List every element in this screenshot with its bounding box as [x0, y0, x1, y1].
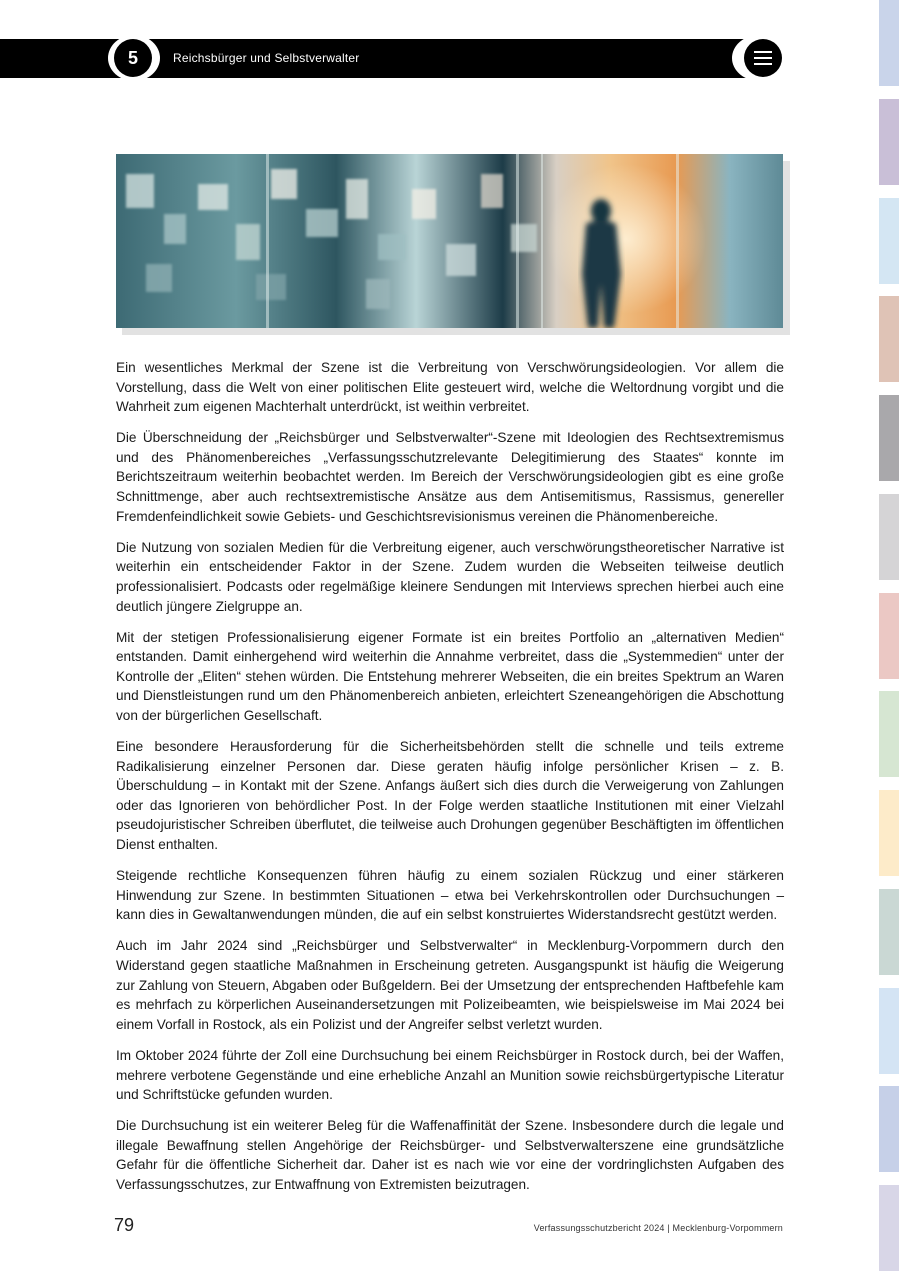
paragraph: Die Überschneidung der „Reichsbürger und Selbstverwalter“-Szene mit Ideologien des Rechtsextremismus und des Phänomenbereiches „Verfassungsschutzrelevante Delegitimierung des Staates“ konnte im Berichtszeitraum weiterhin beobachtet werden. Im Bereich der Verschwörungsideologien gibt es eine große Schnittmenge, aber auch rechtsextremistische Ansätze aus dem Antisemitismus, Rassismus, genereller Fremdenfeindlichkeit sowie Gebiets- und Geschichtsrevisionismus vereinen die Phänomenbereiche.	[116, 430, 784, 524]
side-tab-8[interactable]	[879, 691, 899, 777]
side-tab-2[interactable]	[879, 99, 899, 185]
side-tab-4[interactable]	[879, 296, 899, 382]
paragraph: Mit der stetigen Professionalisierung eigener Formate ist ein breites Portfolio an „alternativen Medien“ entstanden. Damit einhergehend wird weiterhin die Annahme verbreitet, dass die „Systemmedien“ unter der Kontrolle der „Eliten“ stehen würden. Die Entstehung mehrerer Webseiten, die ein breites Spektrum an Waren und Dienstleistungen rund um den Phänomenbereich anbieten, erleichtert Szeneangehörigen die Abschottung von der bürgerlichen Gesellschaft.	[116, 629, 784, 723]
footer-report-title: Verfassungsschutzbericht 2024 | Mecklenburg-Vorpommern	[533, 1223, 783, 1233]
paragraph: Im Oktober 2024 führte der Zoll eine Durchsuchung bei einem Reichsbürger in Rostock durch, bei der Waffen, mehrere verbotene Gegenstände und eine erhebliche Anzahl an Munition sowie reichsbürgertypische Literatur und Schriftstücke gefunden wurden.	[116, 1047, 784, 1103]
side-tab-13[interactable]	[879, 1185, 899, 1271]
paragraph: Ein wesentliches Merkmal der Szene ist die Verbreitung von Verschwörungsideologien. Vor allem die Vorstellung, dass die Welt von einer politischen Elite gesteuert wird, welche die Weltordnung vorgibt und die Wahrheit zum eigenen Machterhalt unterdrückt, ist weithin verbreitet.	[116, 360, 784, 415]
body-text	[116, 358, 784, 1206]
side-tab-12[interactable]	[879, 1086, 899, 1172]
menu-button[interactable]	[732, 35, 786, 81]
menu-icon	[744, 39, 782, 77]
paragraph: Auch im Jahr 2024 sind „Reichsbürger und Selbstverwalter“ in Mecklenburg-Vorpommern durch den Widerstand gegen staatliche Maßnahmen in Erscheinung getreten. Ausgangspunkt ist häufig die Weigerung zur Zahlung von Steuern, Abgaben oder Bußgeldern. Bei der Umsetzung der entsprechenden Haftbefehle kam es mehrfach zu körperlichen Auseinandersetzungen mit Polizeibeamten, wie beispielsweise im Mai 2024 bei einem Vorfall in Rostock, als ein Polizist und der Angreifer selbst verletzt wurden.	[116, 938, 784, 1032]
side-tab-6[interactable]	[879, 494, 899, 580]
side-tab-3[interactable]	[879, 198, 899, 284]
chapter-number-badge	[108, 35, 160, 81]
side-tab-9[interactable]	[879, 790, 899, 876]
chapter-title: Reichsbürger und Selbstverwalter	[173, 51, 360, 65]
side-tab-7[interactable]	[879, 593, 899, 679]
hero-image	[116, 154, 783, 328]
chapter-number: 5	[114, 39, 152, 77]
side-tab-10[interactable]	[879, 889, 899, 975]
paragraph: Die Nutzung von sozialen Medien für die Verbreitung eigener, auch verschwörungstheoretischer Narrative ist weiterhin ein entscheidender Faktor in der Szene. Zudem wurden die Webseiten teilweise deutlich professionalisiert. Podcasts oder regelmäßige kleinere Sendungen mit Interviews sprechen hierbei auch eine deutlich jüngere Zielgruppe an.	[116, 539, 784, 614]
paragraph: Eine besondere Herausforderung für die Sicherheitsbehörden stellt die schnelle und teils extreme Radikalisierung einzelner Personen dar. Diese geraten häufig infolge persönlicher Krisen – z. B. Überschuldung – in Kontakt mit der Szene. Anfangs äußert sich dies durch die Verweigerung von Zahlungen oder das Ignorieren von behördlicher Post. In der Folge werden staatliche Institutionen mit einer Vielzahl pseudojuristischer Schreiben überflutet, die teilweise auch Drohungen gegenüber Beschäftigten im öffentlichen Dienst enthalten.	[116, 739, 784, 853]
side-tab-1[interactable]	[879, 0, 899, 86]
page-number: 79	[114, 1215, 135, 1235]
side-tab-11[interactable]	[879, 988, 899, 1074]
paragraph: Steigende rechtliche Konsequenzen führen häufig zu einem sozialen Rückzug und einer stärkeren Hinwendung zur Szene. In bestimmten Situationen – etwa bei Verkehrskontrollen oder Durchsuchungen – kann dies in Gewaltanwendungen münden, die auf ein selbst konstruiertes Widerstandsrecht gestützt werden.	[116, 868, 784, 923]
side-tab-5[interactable]	[879, 395, 899, 481]
paragraph: Die Durchsuchung ist ein weiterer Beleg für die Waffenaffinität der Szene. Insbesondere durch die legale und illegale Bewaffnung stellen Angehörige der Reichsbürger- und Selbstverwalterszene eine grundsätzliche Gefahr für die öffentliche Sicherheit dar. Daher ist es nach wie vor eine der vordringlichsten Aufgaben des Verfassungsschutzes, zur Entwaffnung von Extremisten beizutragen.	[116, 1118, 784, 1192]
